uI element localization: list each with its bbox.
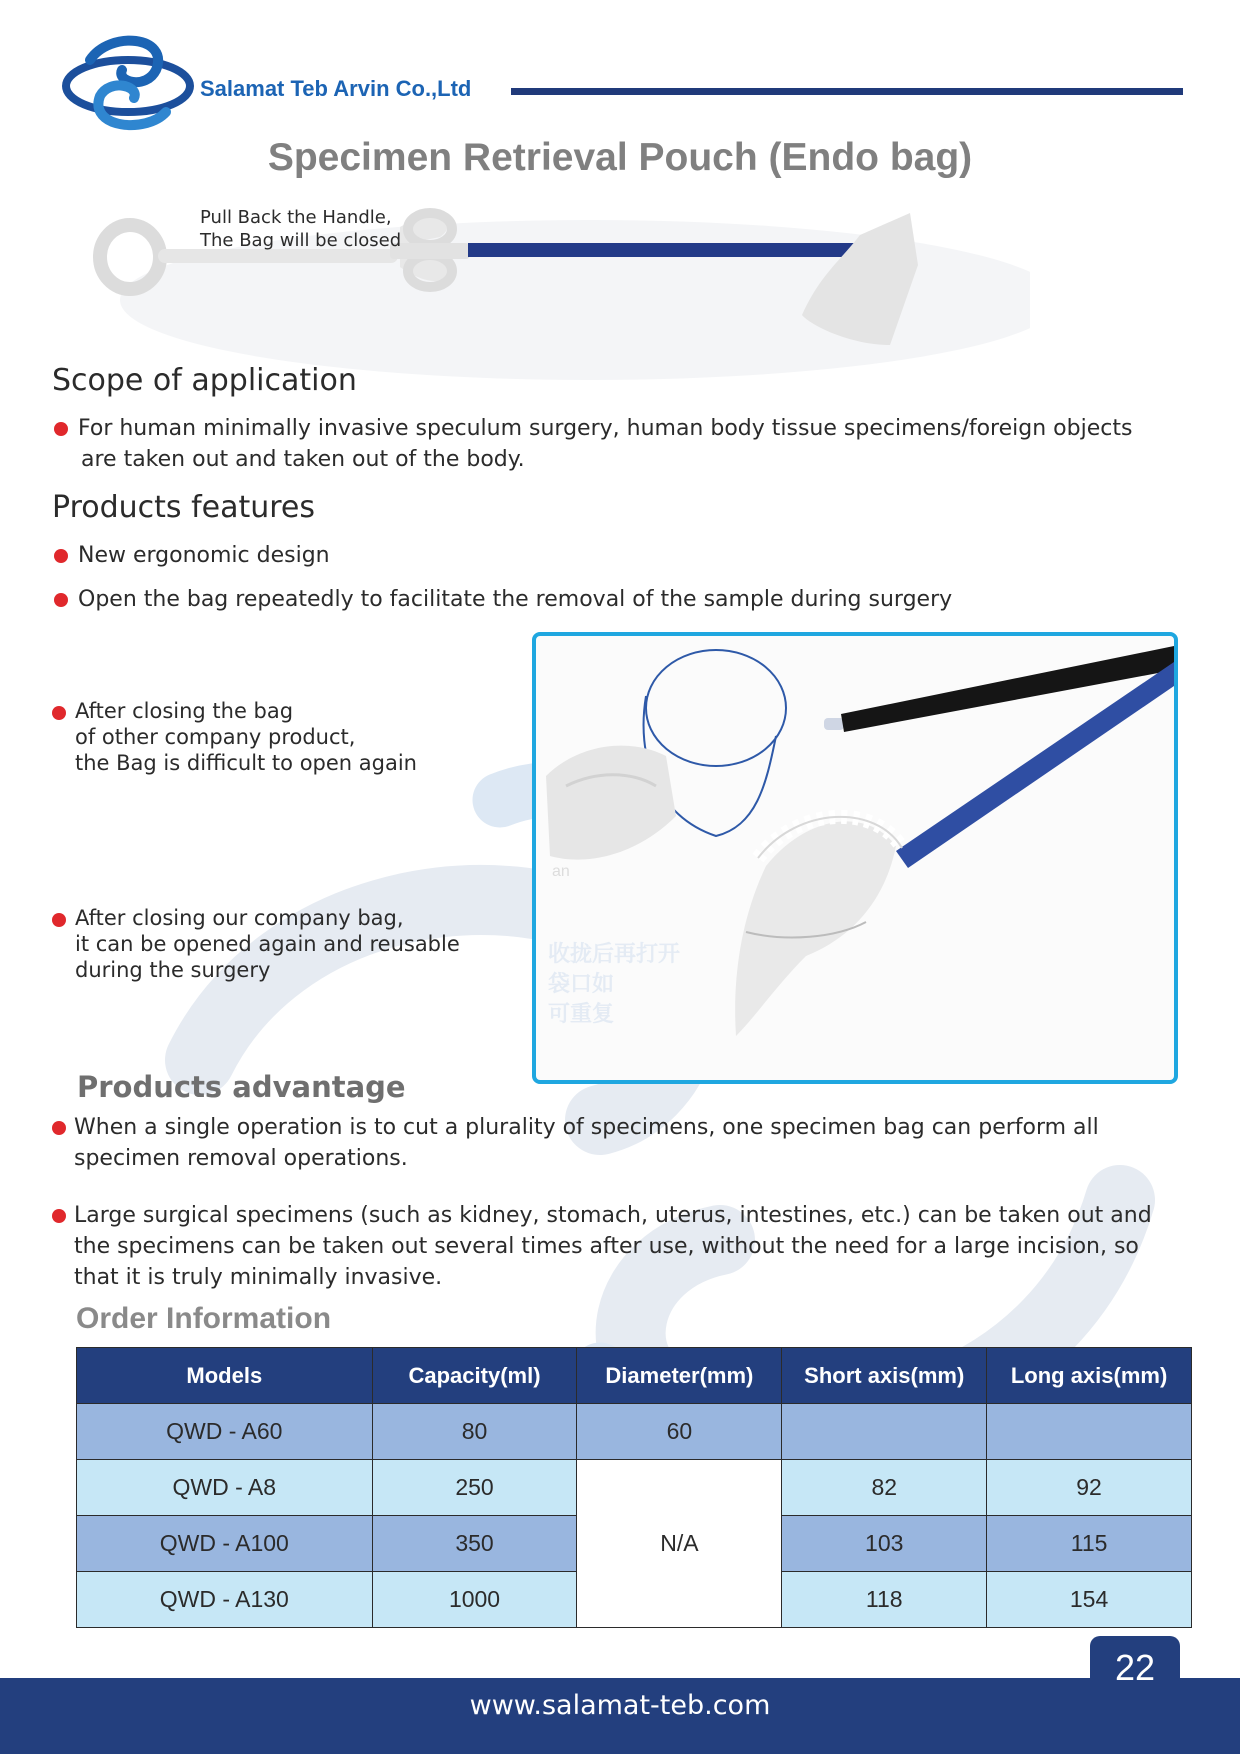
- feature-item: New ergonomic design: [78, 543, 330, 568]
- advantage-item-line: When a single operation is to cut a plurality of specimens, one specimen bag can perform all: [74, 1115, 1099, 1140]
- long-axis-cell: 92: [987, 1460, 1192, 1516]
- model-cell: QWD - A130: [77, 1572, 373, 1628]
- bullet-icon: [52, 1121, 66, 1135]
- advantage-item-line: that it is truly minimally invasive.: [74, 1265, 443, 1290]
- comparison-line: the Bag is difficult to open again: [75, 751, 417, 775]
- comparison-ours-text: [75, 905, 460, 983]
- hero-note-line: Pull Back the Handle,: [200, 207, 392, 228]
- long-axis-cell: 154: [987, 1572, 1192, 1628]
- comparison-photo-frame: [532, 632, 1178, 1084]
- scope-item-line: are taken out and taken out of the body.: [81, 447, 525, 472]
- company-logo-icon: [60, 30, 196, 134]
- bullet-icon: [52, 706, 66, 720]
- hero-note-line: The Bag will be closed: [200, 230, 402, 251]
- page-title: Specimen Retrieval Pouch (Endo bag): [267, 136, 973, 179]
- comparison-line: of other company product,: [75, 725, 356, 749]
- capacity-cell: 350: [372, 1516, 577, 1572]
- advantage-item-line: the specimens can be taken out several times after use, without the need for a large incision, so: [74, 1234, 1139, 1259]
- scope-heading: Scope of application: [52, 363, 357, 398]
- short-axis-cell: [782, 1404, 987, 1460]
- advantage-item: [74, 1200, 1152, 1293]
- column-header: Long axis(mm): [987, 1348, 1192, 1404]
- photo-chinese-caption: 袋口如: [548, 972, 615, 997]
- column-header: Short axis(mm): [782, 1348, 987, 1404]
- column-header: Capacity(ml): [372, 1348, 577, 1404]
- comparison-photo: [536, 636, 1174, 1080]
- advantage-item-line: specimen removal operations.: [74, 1146, 408, 1171]
- photo-chinese-caption: 收拢后再打开: [548, 942, 681, 967]
- bullet-icon: [54, 422, 68, 436]
- column-header: Diameter(mm): [577, 1348, 782, 1404]
- comparison-line: After closing our company bag,: [75, 906, 404, 930]
- capacity-cell: 250: [372, 1460, 577, 1516]
- footer-url-link[interactable]: www.salamat-teb.com: [469, 1690, 771, 1721]
- bullet-icon: [54, 549, 68, 563]
- photo-caption-fragment: an: [552, 863, 570, 880]
- comparison-line: it can be opened again and reusable: [75, 932, 460, 956]
- order-table: [76, 1347, 1192, 1628]
- short-axis-cell: 82: [782, 1460, 987, 1516]
- comparison-line: during the surgery: [75, 958, 271, 982]
- features-heading: Products features: [52, 490, 316, 525]
- short-axis-cell: 118: [782, 1572, 987, 1628]
- bullet-icon: [52, 913, 66, 927]
- model-cell: QWD - A100: [77, 1516, 373, 1572]
- bullet-icon: [52, 1209, 66, 1223]
- table-header-row: [77, 1348, 1192, 1404]
- short-axis-cell: 103: [782, 1516, 987, 1572]
- advantage-heading: Products advantage: [77, 1070, 406, 1104]
- bullet-icon: [54, 593, 68, 607]
- hero-note: [200, 206, 401, 252]
- capacity-cell: 80: [372, 1404, 577, 1460]
- order-heading: Order Information: [76, 1302, 332, 1335]
- advantage-item: [74, 1112, 1099, 1174]
- model-cell: QWD - A8: [77, 1460, 373, 1516]
- table-row: [77, 1404, 1192, 1460]
- comparison-line: After closing the bag: [75, 699, 294, 723]
- diameter-cell: N/A: [577, 1460, 782, 1628]
- capacity-cell: 1000: [372, 1572, 577, 1628]
- photo-chinese-caption: 可重复: [548, 1002, 615, 1027]
- page-number: 22: [1090, 1636, 1180, 1696]
- table-row: [77, 1460, 1192, 1516]
- header-rule: [511, 88, 1183, 95]
- scope-item: [78, 413, 1132, 475]
- feature-item: Open the bag repeatedly to facilitate the removal of the sample during surgery: [78, 587, 953, 612]
- company-name: Salamat Teb Arvin Co.,Ltd: [200, 76, 472, 101]
- diameter-cell: 60: [577, 1404, 782, 1460]
- scope-item-line: For human minimally invasive speculum surgery, human body tissue specimens/foreign objects: [78, 416, 1133, 441]
- advantage-item-line: Large surgical specimens (such as kidney, stomach, uterus, intestines, etc.) can be taken out and: [74, 1203, 1152, 1228]
- long-axis-cell: [987, 1404, 1192, 1460]
- column-header: Models: [77, 1348, 373, 1404]
- model-cell: QWD - A60: [77, 1404, 373, 1460]
- long-axis-cell: 115: [987, 1516, 1192, 1572]
- comparison-other-text: [75, 698, 417, 776]
